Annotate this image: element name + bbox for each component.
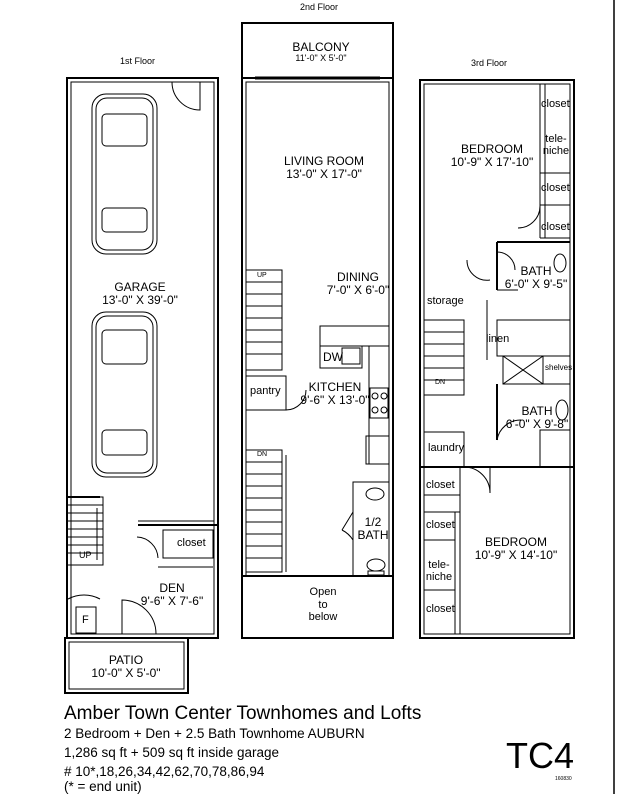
third-floor-stair-down: DN [435, 379, 446, 386]
footer-title: Amber Town Center Townhomes and Lofts [64, 703, 422, 724]
open-to-below-line2: to [318, 598, 328, 611]
linen-label: linen [486, 333, 510, 345]
half-bath-label [357, 516, 389, 541]
closet-2: closet [541, 182, 570, 194]
shelves-label: shelves [545, 363, 573, 372]
dining-label [322, 271, 394, 296]
patio-name: PATIO [108, 653, 144, 667]
den-closet-label: closet [177, 537, 206, 549]
footer-line-3: # 10*,18,26,34,42,62,70,78,86,94 [64, 764, 265, 779]
tele-niche-top-line2: niche [542, 144, 570, 157]
bedroom-bottom-label [472, 536, 560, 561]
garage-name: GARAGE [114, 280, 166, 294]
bedroom-top-label [448, 143, 536, 168]
balcony-name: BALCONY [292, 40, 350, 54]
footer-line-1: 2 Bedroom + Den + 2.5 Bath Townhome AUBURN [64, 726, 365, 741]
second-floor-label: 2nd Floor [300, 2, 339, 12]
second-floor-stair-down: DN [257, 451, 268, 458]
living-room-dims: 13'-0" X 17'-0" [286, 166, 362, 181]
open-to-below-label [300, 586, 346, 624]
dishwasher-label: DW [323, 350, 343, 364]
laundry-label: laundry [428, 442, 465, 454]
first-floor-stair-up: UP [79, 550, 92, 560]
open-to-below-line3: below [308, 611, 338, 624]
furnace-label: F [82, 614, 89, 626]
patio-label [80, 654, 172, 679]
bedroom-top-name: BEDROOM [460, 142, 523, 156]
first-floor-label: 1st Floor [120, 56, 156, 66]
kitchen-label [297, 381, 373, 406]
bath-bottom-label [501, 405, 573, 430]
plan-code: TC4 [506, 735, 575, 776]
kitchen-dims: 9'-6" X 13'-0" [300, 392, 370, 407]
dining-dims: 7'-0" X 6'-0" [326, 282, 390, 297]
closet-6: closet [426, 603, 455, 615]
footer-line-4: (* = end unit) [64, 779, 142, 794]
bedroom-top-dims: 10'-9" X 17'-10" [450, 154, 534, 169]
closet-4: closet [426, 479, 455, 491]
kitchen-name: KITCHEN [308, 380, 362, 394]
open-to-below-line1: Open [309, 586, 337, 598]
patio-dims: 10'-0" X 5'-0" [91, 665, 161, 680]
closet-5: closet [426, 519, 455, 531]
balcony-label [275, 41, 367, 63]
garage-label [100, 281, 180, 306]
third-floor-label: 3rd Floor [471, 58, 508, 68]
den-name: DEN [159, 581, 185, 595]
second-floor-walls [242, 23, 393, 638]
bedroom-bottom-dims: 10'-9" X 14'-10" [474, 547, 558, 562]
storage-label: storage [427, 295, 464, 307]
pantry-label: pantry [250, 385, 281, 397]
closet-1: closet [541, 98, 570, 110]
garage-dims: 13'-0" X 39'-0" [102, 292, 178, 307]
dining-name: DINING [337, 270, 379, 284]
bedroom-bottom-name: BEDROOM [484, 535, 547, 549]
second-floor-stair-up: UP [257, 272, 267, 279]
living-room-name: LIVING ROOM [283, 154, 364, 168]
bath-top-label [500, 265, 572, 290]
tele-niche-bottom [424, 560, 454, 583]
bath-bottom-name: BATH [521, 404, 553, 418]
living-room-label [270, 155, 378, 180]
bath-top-name: BATH [520, 264, 552, 278]
small-code: 160830 [555, 776, 572, 782]
tele-niche-top [541, 134, 571, 157]
den-dims: 9'-6" X 7'-6" [140, 593, 204, 608]
half-bath-line1: 1/2 [364, 515, 382, 529]
car-top [92, 94, 157, 254]
half-bath-line2: BATH [357, 527, 389, 542]
bath-top-dims: 6'-0" X 9'-5" [504, 276, 568, 291]
tele-niche-bottom-line2: niche [425, 570, 453, 583]
tele-niche-bottom-line1: tele- [428, 559, 450, 571]
car-bottom [92, 312, 157, 477]
balcony-dims: 11'-0" X 5'-0" [295, 52, 347, 63]
tele-niche-top-line1: tele- [545, 133, 567, 145]
bath-bottom-dims: 6'-0" X 9'-8" [505, 416, 569, 431]
closet-3: closet [541, 221, 570, 233]
den-label [130, 582, 214, 607]
footer-line-2: 1,286 sq ft + 509 sq ft inside garage [64, 745, 280, 760]
